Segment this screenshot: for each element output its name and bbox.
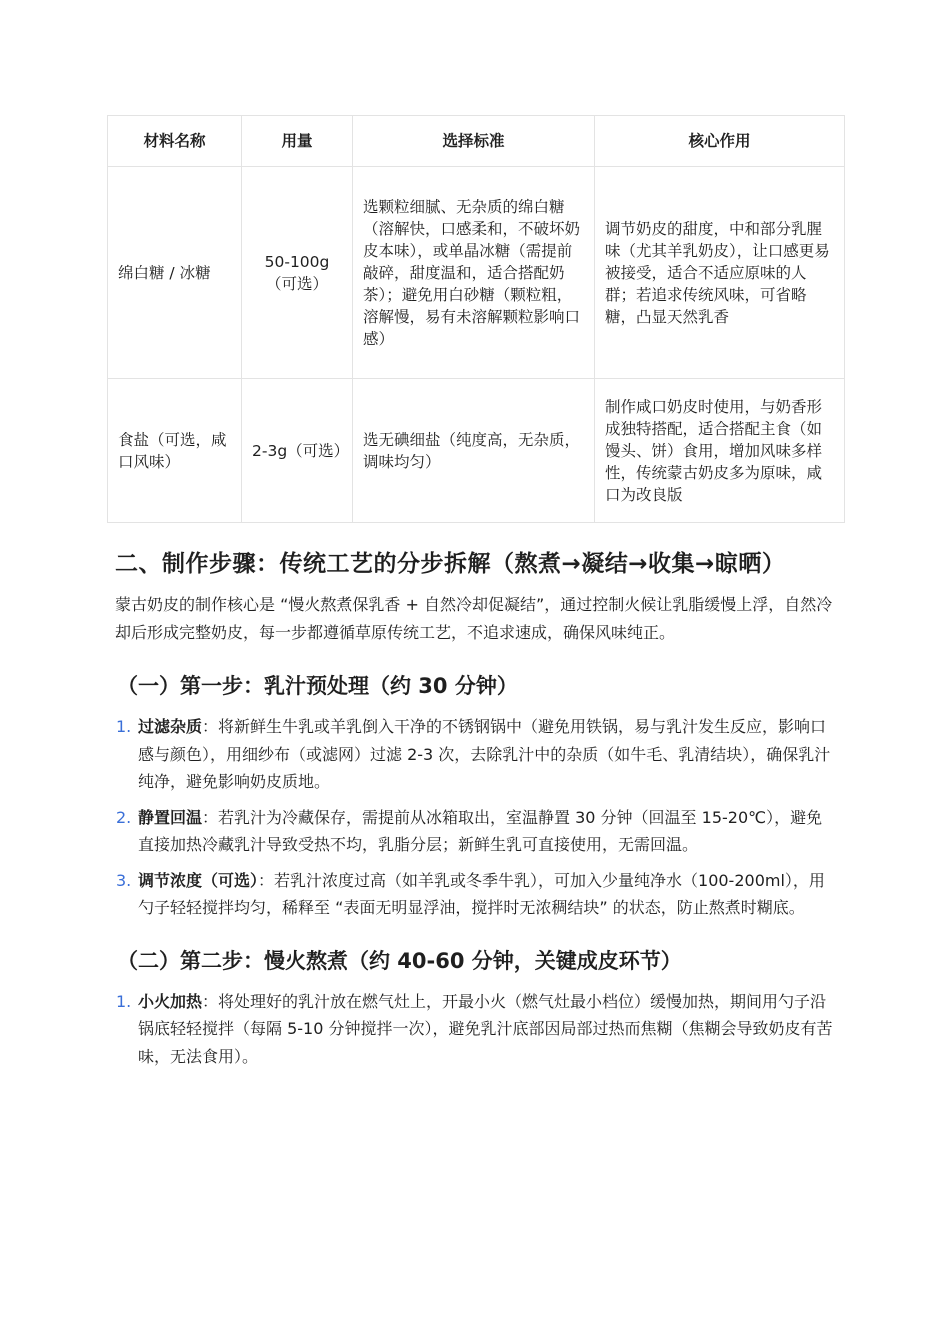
cell-name: 绵白糖 / 冰糖 [108, 167, 242, 379]
header-selection-standard: 选择标准 [353, 116, 595, 167]
step2-heading: （二）第二步：慢火熬煮（约 40-60 分钟，关键成皮环节） [117, 948, 682, 973]
document-page [107, 115, 844, 1078]
item-text: ：若乳汁为冷藏保存，需提前从冰箱取出，室温静置 30 分钟（回温至 15-20℃），避免直接加热冷藏乳汁导致受热不均，乳脂分层；新鲜生乳可直接使用，无需回温。 [138, 807, 823, 854]
cell-standard: 选颗粒细腻、无杂质的绵白糖（溶解快，口感柔和，不破坏奶皮本味），或单晶冰糖（需提前敲碎，甜度温和，适合搭配奶茶）；避免用白砂糖（颗粒粗，溶解慢，易有未溶解颗粒影响口感） [353, 167, 595, 379]
list-number: 3. [116, 870, 132, 890]
list-item [107, 988, 838, 1071]
item-label: 过滤杂质 [138, 717, 203, 736]
list-item [107, 804, 838, 859]
list-number: 2. [116, 807, 132, 827]
item-label: 小火加热 [138, 991, 203, 1011]
header-amount: 用量 [242, 116, 353, 167]
item-text: ：若乳汁浓度过高（如羊乳或冬季牛乳），可加入少量纯净水（100-200ml），用勺子轻轻搅拌均匀，稀释至 “表面无明显浮油，搅拌时无浓稠结块” 的状态，防止熬煮时糊底。 [138, 870, 825, 917]
step1-list [107, 713, 844, 922]
header-core-role: 核心作用 [595, 116, 845, 167]
item-label: 调节浓度（可选） [138, 870, 259, 890]
cell-amount: 50-100g（可选） [242, 167, 353, 379]
cell-standard: 选无碘细盐（纯度高，无杂质，调味均匀） [353, 379, 595, 523]
cell-name: 食盐（可选，咸口风味） [108, 379, 242, 523]
step1-heading: （一）第一步：乳汁预处理（约 30 分钟） [117, 674, 518, 698]
item-label: 静置回温 [138, 807, 203, 827]
step2-list [107, 988, 844, 1071]
list-item [107, 867, 838, 922]
list-number: 1. [116, 717, 132, 736]
table-header-row [108, 116, 845, 167]
section-intro: 蒙古奶皮的制作核心是 “慢火熬煮保乳香 + 自然冷却促凝结”，通过控制火候让乳脂缓慢上浮，自然冷却后形成完整奶皮，每一步都遵循草原传统工艺，不追求速成，确保风味纯正。 [115, 595, 833, 642]
table-row [108, 167, 845, 379]
item-text: ：将新鲜生牛乳或羊乳倒入干净的不锈钢锅中（避免用铁锅，易与乳汁发生反应，影响口感与颜色），用细纱布（或滤网）过滤 2-3 次，去除乳汁中的杂质（如牛毛、乳清结块），确保乳汁纯净，避免影响奶皮质地。 [138, 717, 831, 791]
table-row [108, 379, 845, 523]
cell-amount: 2-3g（可选） [242, 379, 353, 523]
section-heading: 二、制作步骤：传统工艺的分步拆解（熬煮→凝结→收集→晾晒） [115, 551, 786, 577]
list-item [107, 713, 838, 796]
cell-role: 制作咸口奶皮时使用，与奶香形成独特搭配，适合搭配主食（如馒头、饼）食用，增加风味多样性，传统蒙古奶皮多为原味，咸口为改良版 [595, 379, 845, 523]
materials-table [107, 115, 845, 523]
header-material-name: 材料名称 [108, 116, 242, 167]
item-text: ：将处理好的乳汁放在燃气灶上，开最小火（燃气灶最小档位）缓慢加热，期间用勺子沿锅底轻轻搅拌（每隔 5-10 分钟搅拌一次），避免乳汁底部因局部过热而焦糊（焦糊会导致奶皮有苦味，无法食用）。 [138, 991, 833, 1066]
cell-role: 调节奶皮的甜度，中和部分乳腥味（尤其羊乳奶皮），让口感更易被接受，适合不适应原味的人群；若追求传统风味，可省略糖，凸显天然乳香 [595, 167, 845, 379]
list-number: 1. [116, 991, 132, 1011]
